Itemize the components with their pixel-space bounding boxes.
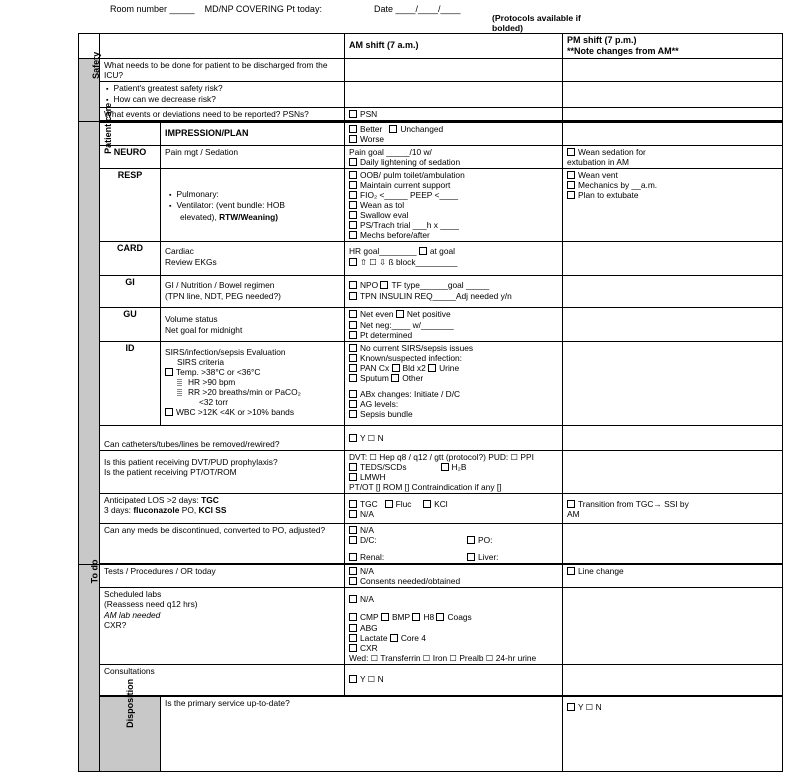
meds-row bbox=[79, 524, 783, 565]
kcl-checkbox[interactable]: KCl bbox=[423, 499, 448, 509]
disposition-row bbox=[79, 696, 783, 771]
risk-am-cell[interactable] bbox=[345, 81, 563, 107]
scheduled-labs-label: Scheduled labs bbox=[104, 589, 162, 600]
tests-question: Tests / Procedures / OR today bbox=[100, 564, 345, 588]
form-header bbox=[110, 4, 461, 15]
pulmonary-item: ▪ Pulmonary: bbox=[167, 189, 340, 200]
safety-risk-question: ▪ Patient's greatest safety risk? bbox=[104, 83, 340, 94]
hr-goal-field[interactable]: HR goal________ bbox=[349, 246, 417, 257]
renal-checkbox[interactable]: Renal: bbox=[349, 552, 384, 562]
cmp-checkbox[interactable]: CMP bbox=[349, 612, 379, 622]
meds-na-checkbox[interactable]: N/A bbox=[349, 525, 558, 535]
lactate-checkbox[interactable]: Lactate bbox=[349, 633, 387, 643]
abg-checkbox[interactable]: ABG bbox=[349, 623, 558, 633]
labs-pm-cell[interactable] bbox=[563, 588, 783, 664]
volume-status-label: Volume status bbox=[165, 314, 218, 325]
discharge-question: What needs to be done for patient to be discharged from the ICU? bbox=[100, 58, 345, 81]
plan-extubate-checkbox[interactable]: Plan to extubate bbox=[567, 190, 778, 200]
card-am-cell bbox=[345, 242, 563, 276]
dispo-am-cell bbox=[563, 696, 783, 771]
pm-shift-header bbox=[563, 34, 783, 59]
at-goal-checkbox[interactable]: at goal bbox=[419, 246, 455, 256]
dvt-pud-options[interactable]: DVT: ☐ Hep q8 / q12 / gtt (protocol?) PUD: ☐ PPI bbox=[349, 451, 534, 462]
po-checkbox[interactable]: PO: bbox=[467, 535, 492, 545]
wean-sedation-note: extubation in AM bbox=[567, 156, 629, 167]
net-even-checkbox[interactable]: Net even bbox=[349, 309, 394, 319]
line-change-checkbox[interactable]: Line change bbox=[567, 566, 624, 576]
tf-type-checkbox[interactable]: TF type______goal _____ bbox=[380, 280, 489, 290]
impression-pm-cell[interactable] bbox=[563, 121, 783, 145]
events-pm-cell[interactable] bbox=[563, 107, 783, 121]
am-lab-needed-label: AM lab needed bbox=[104, 609, 161, 620]
pan-cx-checkbox[interactable]: PAN Cx bbox=[349, 363, 389, 373]
gi-nutrition-label: GI / Nutrition / Bowel regimen bbox=[165, 280, 275, 291]
bmp-checkbox[interactable]: BMP bbox=[381, 612, 410, 622]
am-shift-header: AM shift (7 a.m.) bbox=[345, 34, 563, 59]
mechs-checkbox[interactable]: Mechs before/after bbox=[349, 230, 558, 240]
dc-checkbox[interactable]: D/C: bbox=[349, 535, 377, 545]
dispo-yn-checkbox[interactable]: Y ☐ N bbox=[567, 702, 602, 712]
wed-labs-options[interactable]: Wed: ☐ Transferrin ☐ Iron ☐ Prealb ☐ 24-hr urine bbox=[349, 652, 537, 663]
sepsis-bundle-checkbox[interactable]: Sepsis bundle bbox=[349, 409, 558, 419]
wean-vent-checkbox[interactable]: Wean vent bbox=[567, 170, 778, 180]
gu-pm-cell[interactable] bbox=[563, 308, 783, 341]
gi-row bbox=[79, 276, 783, 308]
risk-pm-cell[interactable] bbox=[563, 81, 783, 107]
dvt-row bbox=[79, 450, 783, 493]
net-goal-label: Net goal for midnight bbox=[165, 324, 243, 335]
card-desc bbox=[161, 242, 345, 276]
gu-row bbox=[79, 308, 783, 341]
rr-criteria: RR >20 breaths/min or PaCO₂ bbox=[165, 387, 340, 397]
po-text: PO, bbox=[179, 505, 199, 516]
tests-pm-cell bbox=[563, 564, 783, 588]
consults-yn-checkbox[interactable]: Y ☐ N bbox=[349, 674, 384, 684]
safety-section bbox=[79, 51, 102, 121]
safety-label: Safety bbox=[91, 51, 102, 79]
coags-checkbox[interactable]: Coags bbox=[436, 612, 471, 622]
gi-label: GI bbox=[100, 276, 161, 308]
pm-shift-note: **Note changes from AM** bbox=[567, 45, 679, 56]
id-label: ID bbox=[100, 341, 161, 425]
labs-am-cell bbox=[345, 588, 563, 664]
protocols-note: (Protocols available if bolded) bbox=[492, 13, 581, 34]
abx-changes-checkbox[interactable]: ABx changes: Initiate / D/C bbox=[349, 389, 558, 399]
tests-na-checkbox[interactable]: N/A bbox=[349, 566, 558, 576]
ag-levels-checkbox[interactable]: AG levels: bbox=[349, 399, 558, 409]
cxr-checkbox[interactable]: CXR bbox=[349, 643, 558, 653]
resp-pm-cell bbox=[563, 168, 783, 242]
lmwh-checkbox[interactable]: LMWH bbox=[349, 472, 558, 482]
gu-am-cell bbox=[345, 308, 563, 341]
wean-sedation-checkbox[interactable]: Wean sedation for bbox=[567, 147, 778, 157]
impression-row bbox=[79, 121, 783, 145]
card-pm-cell[interactable] bbox=[563, 242, 783, 276]
gu-desc bbox=[161, 308, 345, 341]
todo-label: To do bbox=[89, 559, 100, 584]
labs-question bbox=[100, 588, 345, 664]
tests-row bbox=[79, 564, 783, 588]
tests-am-cell bbox=[345, 564, 563, 588]
discharge-pm-cell[interactable] bbox=[563, 58, 783, 81]
dvt-prophylaxis-question: Is this patient receiving DVT/PUD prophylaxis? bbox=[104, 456, 278, 467]
gu-label: GU bbox=[100, 308, 161, 341]
worse-checkbox[interactable]: Worse bbox=[349, 134, 558, 144]
oob-checkbox[interactable]: OOB/ pulm toilet/ambulation bbox=[349, 170, 558, 180]
urine-checkbox[interactable]: Urine bbox=[428, 363, 459, 373]
los-days-text: 3 days: bbox=[104, 505, 134, 516]
consults-row bbox=[79, 664, 783, 696]
tpn-insulin-checkbox[interactable]: TPN INSULIN REQ_____Adj needed y/n bbox=[349, 291, 558, 301]
blank-header-cell bbox=[100, 34, 345, 59]
patient-care-label: Patient care bbox=[103, 102, 114, 154]
ventilator-item: ▪ Ventilator: (vent bundle: HOB bbox=[167, 200, 340, 211]
date-field[interactable]: Date ____/____/____ bbox=[373, 4, 461, 14]
sputum-checkbox[interactable]: Sputum bbox=[349, 373, 389, 383]
safety-row-discharge bbox=[79, 58, 783, 81]
impression-plan-heading: IMPRESSION/PLAN bbox=[161, 121, 345, 145]
fluc-checkbox[interactable]: Fluc bbox=[385, 499, 412, 509]
icu-rounding-form bbox=[78, 33, 783, 772]
pain-goal-field[interactable]: Pain goal _____/10 w/ bbox=[349, 146, 432, 157]
resp-row bbox=[79, 168, 783, 242]
consults-pm-cell[interactable] bbox=[563, 664, 783, 696]
transition-ssi-checkbox[interactable]: Transition from TGC→ SSI by bbox=[567, 499, 778, 509]
todo-section bbox=[79, 559, 100, 771]
tgc-checkbox[interactable]: TGC bbox=[349, 499, 378, 509]
patient-care-section bbox=[79, 102, 114, 564]
column-header-row bbox=[79, 34, 783, 59]
gi-pm-cell[interactable] bbox=[563, 276, 783, 308]
paco2-criteria: <32 torr bbox=[199, 397, 229, 408]
disposition-label: Disposition bbox=[124, 679, 135, 729]
net-positive-checkbox[interactable]: Net positive bbox=[396, 309, 451, 319]
rate-block-checkbox[interactable]: ⇧ ☐ ⇩ ß block_________ bbox=[349, 257, 558, 267]
los-text: Anticipated LOS >2 days: bbox=[104, 495, 202, 506]
ventilator-item-cont: elevated), bbox=[180, 211, 220, 222]
dvt-question bbox=[100, 450, 345, 493]
id-am-cell bbox=[345, 341, 563, 425]
dispo-question: Is the primary service up-to-date? bbox=[161, 696, 563, 771]
card-label: CARD bbox=[100, 242, 161, 276]
disposition-section bbox=[100, 679, 161, 771]
events-am-cell bbox=[345, 107, 563, 121]
labs-row bbox=[79, 588, 783, 664]
id-desc bbox=[161, 341, 345, 425]
bld-x2-checkbox[interactable]: Bld x2 bbox=[392, 363, 426, 373]
temp-criteria-checkbox[interactable]: Temp. >38°C or <36°C bbox=[165, 367, 340, 377]
hr-criteria: HR >90 bpm bbox=[165, 377, 340, 387]
pt-ot-rom-options[interactable]: PT/OT [] ROM [] Contraindication if any [] bbox=[349, 481, 502, 492]
risk-questions bbox=[100, 81, 345, 107]
impression-am-cell bbox=[345, 121, 563, 145]
core4-checkbox[interactable]: Core 4 bbox=[390, 633, 426, 643]
neuro-row bbox=[79, 145, 783, 168]
cxr-question: CXR? bbox=[104, 619, 127, 630]
daily-lightening-checkbox[interactable]: Daily lightening of sedation bbox=[349, 157, 558, 167]
neuro-desc: Pain mgt / Sedation bbox=[161, 145, 345, 168]
labs-na-checkbox[interactable]: N/A bbox=[349, 594, 558, 604]
transition-am-note: AM bbox=[567, 509, 580, 520]
ps-trach-trial-checkbox[interactable]: PS/Trach trial ___h x ____ bbox=[349, 220, 558, 230]
kcl-ss-protocol[interactable]: KCl SS bbox=[198, 505, 227, 516]
neuro-pm-cell bbox=[563, 145, 783, 168]
safety-row-events bbox=[79, 107, 783, 121]
rtw-weaning-protocol[interactable]: RTW/Weaning) bbox=[219, 211, 279, 222]
fluconazole-protocol[interactable]: fluconazole bbox=[133, 505, 180, 516]
npo-checkbox[interactable]: NPO bbox=[349, 280, 378, 290]
decrease-risk-question: ▪ How can we decrease risk? bbox=[104, 94, 340, 105]
resp-desc bbox=[161, 168, 345, 242]
gi-am-cell bbox=[345, 276, 563, 308]
neuro-label: NEURO bbox=[100, 145, 161, 168]
meds-question: Can any meds be discontinued, converted to PO, adjusted? bbox=[100, 524, 345, 565]
maintain-support-checkbox[interactable]: Maintain current support bbox=[349, 180, 558, 190]
catheters-yn-checkbox[interactable]: Y ☐ N bbox=[349, 433, 384, 443]
room-number-field[interactable]: Room number _____ bbox=[110, 4, 195, 14]
sirs-eval-label: SIRS/infection/sepsis Evaluation bbox=[165, 346, 286, 357]
swallow-eval-checkbox[interactable]: Swallow eval bbox=[349, 210, 558, 220]
pm-shift-title: PM shift (7 p.m.) bbox=[567, 35, 637, 45]
wean-as-tol-checkbox[interactable]: Wean as tol bbox=[349, 200, 558, 210]
los-na-checkbox[interactable]: N/A bbox=[349, 509, 558, 519]
no-sirs-checkbox[interactable]: No current SIRS/sepsis issues bbox=[349, 343, 558, 353]
known-infection-checkbox[interactable]: Known/suspected infection: bbox=[349, 353, 558, 363]
unchanged-checkbox[interactable]: Unchanged bbox=[389, 124, 443, 134]
meds-am-cell bbox=[345, 524, 563, 565]
sirs-criteria-label: SIRS criteria bbox=[177, 356, 225, 367]
h2b-checkbox[interactable]: H₂B bbox=[441, 462, 467, 472]
los-am-cell bbox=[345, 494, 563, 524]
neuro-am-cell bbox=[345, 145, 563, 168]
better-checkbox[interactable]: Better bbox=[349, 124, 382, 134]
resp-am-cell bbox=[345, 168, 563, 242]
los-pm-cell bbox=[563, 494, 783, 524]
gi-desc bbox=[161, 276, 345, 308]
review-ekgs-label: Review EKGs bbox=[165, 256, 217, 267]
md-covering-field[interactable]: MD/NP COVERING Pt today: bbox=[204, 4, 322, 14]
fio2-peep-checkbox[interactable]: FIO₂ <_____ PEEP <____ bbox=[349, 190, 558, 200]
discharge-am-cell[interactable] bbox=[345, 58, 563, 81]
h8-checkbox[interactable]: H8 bbox=[412, 612, 434, 622]
wbc-criteria-checkbox[interactable]: WBC >12K <4K or >10% bands bbox=[165, 407, 340, 417]
consults-question: Consultations bbox=[100, 664, 345, 696]
consults-am-cell bbox=[345, 664, 563, 696]
tgc-protocol[interactable]: TGC bbox=[201, 495, 219, 506]
resp-label: RESP bbox=[100, 168, 161, 242]
catheters-question: Can catheters/tubes/lines be removed/rewired? bbox=[100, 425, 345, 450]
safety-row-risk bbox=[79, 81, 783, 107]
los-row bbox=[79, 494, 783, 524]
los-question bbox=[100, 494, 345, 524]
id-row bbox=[79, 341, 783, 425]
other-checkbox[interactable]: Other bbox=[391, 373, 423, 383]
events-question: What events or deviations need to be reported? PSNs? bbox=[100, 107, 345, 121]
pt-determined-checkbox[interactable]: Pt determined bbox=[349, 330, 558, 340]
reassess-label: (Reassess need q12 hrs) bbox=[104, 599, 198, 610]
psn-checkbox[interactable]: PSN bbox=[349, 109, 377, 119]
catheters-pm-cell[interactable] bbox=[563, 425, 783, 450]
mechanics-checkbox[interactable]: Mechanics by __a.m. bbox=[567, 180, 778, 190]
meds-pm-cell[interactable] bbox=[563, 524, 783, 565]
pt-ot-question: Is the patient receiving PT/OT/ROM bbox=[104, 466, 237, 477]
cardiac-label: Cardiac bbox=[165, 246, 194, 257]
consents-checkbox[interactable]: Consents needed/obtained bbox=[349, 576, 558, 586]
catheters-row bbox=[79, 425, 783, 450]
dvt-pm-cell[interactable] bbox=[563, 450, 783, 493]
net-neg-checkbox[interactable]: Net neg:____ w/_______ bbox=[349, 320, 558, 330]
liver-checkbox[interactable]: Liver: bbox=[467, 552, 498, 562]
gi-lines-label: (TPN line, NDT, PEG needed?) bbox=[165, 290, 281, 301]
dvt-am-cell bbox=[345, 450, 563, 493]
id-pm-cell[interactable] bbox=[563, 341, 783, 425]
teds-scds-checkbox[interactable]: TEDS/SCDs bbox=[349, 462, 407, 472]
catheters-am-cell bbox=[345, 425, 563, 450]
card-row bbox=[79, 242, 783, 276]
